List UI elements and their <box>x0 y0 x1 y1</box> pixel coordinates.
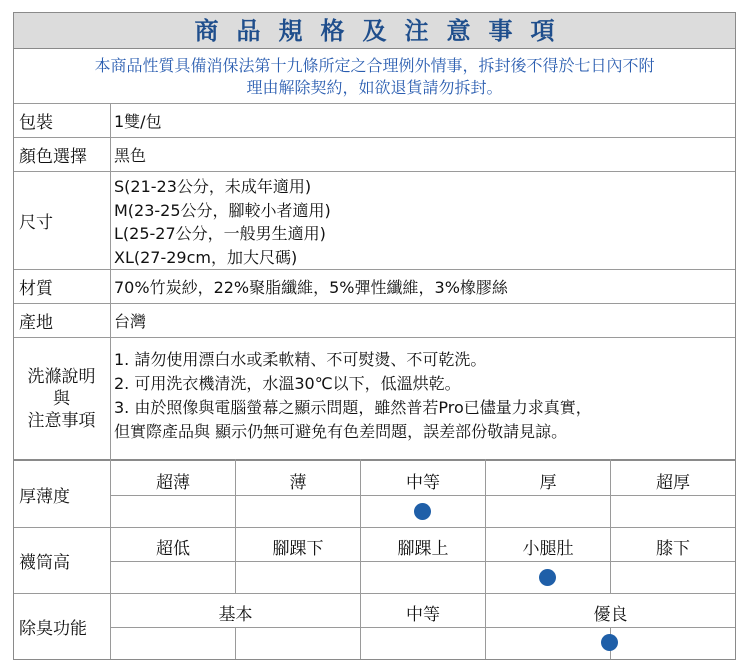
thickness-option: 超薄 <box>156 473 190 493</box>
color-label: 顏色選擇 <box>19 147 87 167</box>
divider <box>110 561 735 562</box>
origin-label: 產地 <box>19 313 53 333</box>
thickness-label: 厚薄度 <box>19 486 70 507</box>
cuff-option: 膝下 <box>656 539 690 559</box>
material-value: 70%竹炭紗，22%聚脂纖維，5%彈性纖維，3%橡膠絲 <box>114 278 508 297</box>
thickness-option: 中等 <box>406 473 440 493</box>
care-instructions <box>114 348 592 444</box>
care-line: 3. 由於照像與電腦螢幕之顯示問題，雖然普若Pro已儘量力求真實， <box>114 398 592 417</box>
divider <box>14 337 735 338</box>
care-line: 2. 可用洗衣機清洗，水溫30℃以下，低溫烘乾。 <box>114 374 461 393</box>
deodorant-option: 中等 <box>406 605 440 625</box>
size-label: 尺寸 <box>19 213 53 233</box>
divider <box>110 627 735 628</box>
divider <box>14 527 735 528</box>
cuff-option: 小腿肚 <box>522 539 574 559</box>
cuff-height-label: 襪筒高 <box>19 553 70 573</box>
color-value: 黑色 <box>114 146 147 165</box>
deodorant-option: 基本 <box>218 605 253 625</box>
divider <box>14 171 735 172</box>
size-option: XL(27-29cm，加大尺碼) <box>114 247 298 267</box>
cuff-option: 超低 <box>156 539 190 559</box>
divider <box>14 137 735 138</box>
deodorant-label: 除臭功能 <box>19 619 87 639</box>
care-label-line: 洗滌說明 <box>27 366 96 387</box>
care-line: 但實際產品與 顯示仍無可避免有色差問題，誤差部份敬請見諒。 <box>114 422 568 441</box>
size-option: S(21-23公分，未成年適用) <box>114 177 312 196</box>
origin-value: 台灣 <box>114 312 147 331</box>
size-list <box>114 175 331 269</box>
size-option: M(23-25公分，腳較小者適用) <box>114 200 331 220</box>
thickness-option: 超厚 <box>656 473 690 493</box>
column-divider <box>235 627 236 659</box>
packaging-value: 1雙/包 <box>114 112 162 131</box>
page-title: 商品規格及注意事項 <box>14 13 735 49</box>
divider <box>14 303 735 304</box>
cuff-option: 腳踝下 <box>272 539 324 559</box>
deodorant-option: 優良 <box>593 605 628 625</box>
notice-line-1: 本商品性質具備消保法第十九條所定之合理例外情事，拆封後不得於七日內不附 <box>94 56 655 75</box>
care-label-line: 注意事項 <box>27 410 96 431</box>
divider <box>110 495 735 496</box>
size-option: L(25-27公分，一般男生適用) <box>114 224 326 243</box>
thickness-option: 厚 <box>539 473 557 493</box>
spec-sheet <box>13 12 736 660</box>
thickness-option: 薄 <box>289 473 307 493</box>
divider <box>14 459 735 461</box>
return-notice <box>14 49 735 103</box>
divider <box>14 269 735 270</box>
divider <box>14 103 735 104</box>
divider <box>14 593 735 594</box>
notice-line-2: 理由解除契約，如欲退貨請勿拆封。 <box>246 78 503 97</box>
deodorant-selected-dot <box>601 634 618 651</box>
care-label-line: 與 <box>53 388 70 409</box>
column-divider <box>110 103 111 659</box>
cuff-selected-dot <box>539 569 556 586</box>
material-label: 材質 <box>19 279 53 299</box>
cuff-option: 腳踝上 <box>397 539 449 559</box>
care-label <box>14 338 109 459</box>
care-line: 1. 請勿使用漂白水或柔軟精、不可熨燙、不可乾洗。 <box>114 350 487 369</box>
packaging-label: 包裝 <box>19 113 53 133</box>
thickness-selected-dot <box>414 503 431 520</box>
